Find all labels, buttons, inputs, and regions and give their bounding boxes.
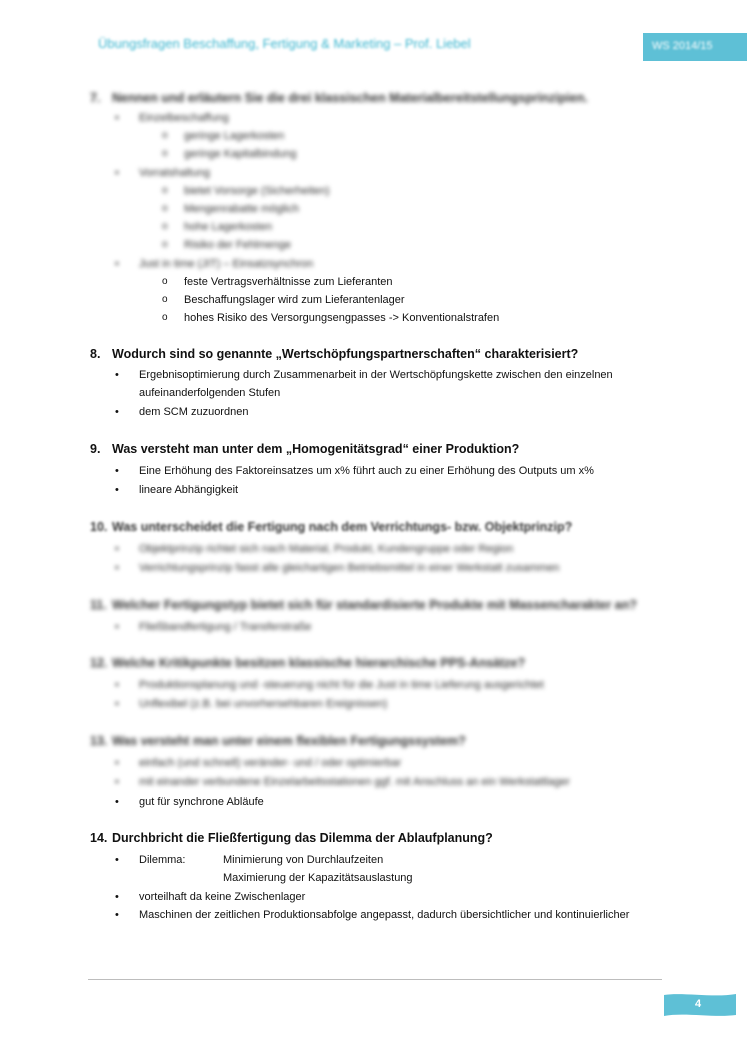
sub-list-item: o hohe Lagerkosten <box>162 221 273 233</box>
list-item: • gut für synchrone Abläufe <box>115 796 264 808</box>
list-item: • mit einander verbundene Einzelarbeitsstationen ggf. mit Anschluss an ein Werkstattlager <box>115 776 570 788</box>
list-item: • Eine Erhöhung des Faktoreinsatzes um x% führt auch zu einer Erhöhung des Outputs um x% <box>115 465 594 477</box>
sub-list-item: o Beschaffungslager wird zum Lieferantenlager <box>162 294 405 306</box>
list-item: • lineare Abhängigkeit <box>115 484 239 496</box>
list-item: • Produktionsplanung und -steuerung nicht für die Just in time Lieferung ausgerichtet <box>115 679 544 691</box>
semester-label: WS 2014/15 <box>652 40 713 52</box>
question-11: 11. Welcher Fertigungstyp bietet sich für standardisierte Produkte mit Massencharakter an? <box>90 598 637 612</box>
question-10: 10. Was unterscheidet die Fertigung nach dem Verrichtungs- bzw. Objektprinzip? <box>90 520 573 534</box>
list-item: • einfach (und schnell) veränder- und / oder optimierbar <box>115 757 402 769</box>
sub-list-item: o geringe Kapitalbindung <box>162 148 297 160</box>
semester-badge <box>643 33 747 61</box>
document-header-title: Übungsfragen Beschaffung, Fertigung & Marketing – Prof. Liebel <box>98 36 471 51</box>
sub-list-item: o feste Vertragsverhältnisse zum Lieferanten <box>162 276 393 288</box>
list-item-detail: Minimierung von Durchlaufzeiten <box>223 854 384 866</box>
list-item: • dem SCM zuzuordnen <box>115 406 249 418</box>
page-number-badge <box>664 993 736 1017</box>
page-number: 4 <box>695 998 702 1010</box>
sub-list-item: o Mengenrabatte möglich <box>162 203 299 215</box>
list-item: • Just in time (JIT) – Einsatzsynchron <box>115 258 314 270</box>
list-item: • Unflexibel (z.B. bei unvorhersehbaren Ereignissen) <box>115 698 388 710</box>
list-item: • Vorratshaltung <box>115 167 210 179</box>
footer-divider <box>88 979 662 980</box>
list-item: • Einzelbeschaffung <box>115 112 229 124</box>
question-13: 13. Was versteht man unter einem flexiblen Fertigungssystem? <box>90 734 466 748</box>
question-8: 8. Wodurch sind so genannte „Wertschöpfungspartnerschaften“ charakterisiert? <box>90 347 579 361</box>
sub-list-item: o bietet Vorsorge (Sicherheiten) <box>162 185 330 197</box>
list-item: • Dilemma: <box>115 854 186 866</box>
question-14: 14. Durchbricht die Fließfertigung das Dilemma der Ablaufplanung? <box>90 831 493 845</box>
list-item: • Maschinen der zeitlichen Produktionsabfolge angepasst, dadurch übersichtlicher und kontinuierlicher <box>115 909 630 921</box>
list-item: • Ergebnisoptimierung durch Zusammenarbeit in der Wertschöpfungskette zwischen den einzelnen <box>115 369 613 381</box>
list-item: • vorteilhaft da keine Zwischenlager <box>115 891 306 903</box>
question-9: 9. Was versteht man unter dem „Homogenitätsgrad“ einer Produktion? <box>90 442 520 456</box>
list-item: • Fließbandfertigung / Transferstraße <box>115 621 312 633</box>
list-item: • Objektprinzip richtet sich nach Material, Produkt, Kundengruppe oder Region <box>115 543 514 555</box>
sub-list-item: o Risiko der Fehlmenge <box>162 239 291 251</box>
sub-list-item: o hohes Risiko des Versorgungsengpasses -> Konventionalstrafen <box>162 312 500 324</box>
list-item-detail: Maximierung der Kapazitätsauslastung <box>223 872 413 884</box>
list-item: • Verrichtungsprinzip fasst alle gleichartigen Betriebsmittel in einer Werkstatt zusammen <box>115 562 560 574</box>
list-item-continuation: aufeinanderfolgenden Stufen <box>139 387 281 399</box>
sub-list-item: o geringe Lagerkosten <box>162 130 285 142</box>
question-7: 7. Nennen und erläutern Sie die drei klassischen Materialbereitstellungsprinzipien. <box>90 91 588 105</box>
question-12: 12. Welche Kritikpunkte besitzen klassische hierarchische PPS-Ansätze? <box>90 656 526 670</box>
